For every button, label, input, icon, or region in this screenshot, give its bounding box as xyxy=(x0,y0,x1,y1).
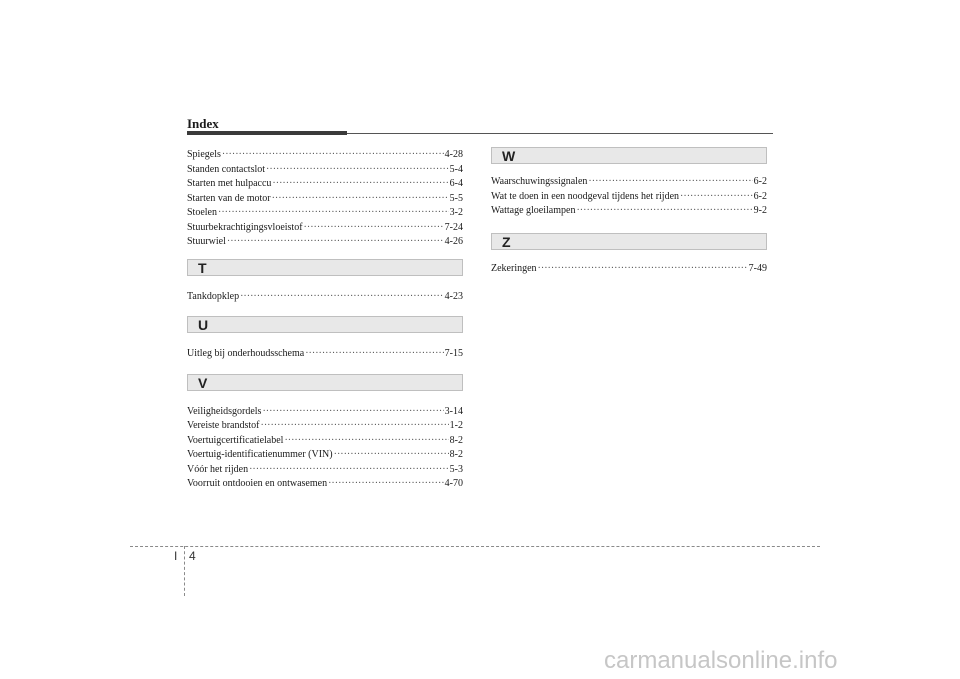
footer-section-label: I xyxy=(174,549,178,563)
entry-term: Vereiste brandstof xyxy=(187,420,260,431)
entry-page: 1-2 xyxy=(449,420,463,431)
entry-term: Voorruit ontdooien en ontwasemen xyxy=(187,478,328,489)
entry-term: Veiligheidsgordels xyxy=(187,405,262,417)
index-entry xyxy=(187,347,463,362)
index-entry xyxy=(491,204,767,219)
section-header-u xyxy=(187,316,463,333)
entry-term: Zekeringen xyxy=(491,262,537,274)
entry-page: 8-2 xyxy=(449,449,463,460)
index-entry xyxy=(491,175,767,190)
index-entry xyxy=(187,448,463,463)
footer-rule xyxy=(130,546,820,547)
entry-page: 7-15 xyxy=(444,348,463,359)
index-entry xyxy=(187,434,463,449)
entry-term: Waarschuwingssignalen xyxy=(491,176,588,187)
section-letter: T xyxy=(198,259,207,276)
entry-page: 4-28 xyxy=(444,149,463,160)
entry-term: Starten met hulpaccu xyxy=(187,178,272,189)
section-header-v xyxy=(187,374,463,391)
entry-page: 4-23 xyxy=(444,290,463,302)
footer-page-number: 4 xyxy=(189,549,196,563)
entry-term: Standen contactslot xyxy=(187,163,266,175)
index-entry xyxy=(187,148,463,163)
entry-page: 9-2 xyxy=(753,205,767,216)
index-group-z xyxy=(491,262,767,277)
entry-term: Vóór het rijden xyxy=(187,463,249,475)
section-header-w xyxy=(491,147,767,164)
header-rule-thin xyxy=(347,133,773,134)
index-entry xyxy=(187,477,463,492)
entry-page: 6-4 xyxy=(449,178,463,189)
entry-term: Voertuigcertificatielabel xyxy=(187,434,284,446)
entry-term: Uitleg bij onderhoudsschema xyxy=(187,348,305,359)
entry-page: 6-2 xyxy=(753,176,767,187)
entry-term: Wattage gloeilampen xyxy=(491,205,576,216)
index-entry xyxy=(187,192,463,207)
entry-page: 8-2 xyxy=(449,434,463,446)
entry-page: 5-3 xyxy=(449,463,463,475)
entry-page: 6-2 xyxy=(753,190,767,202)
watermark: carmanualsonline.info xyxy=(604,647,838,674)
index-title: Index xyxy=(187,116,219,131)
index-entry xyxy=(187,290,463,305)
index-column-left xyxy=(187,148,463,492)
index-entry xyxy=(187,206,463,221)
section-letter: W xyxy=(502,148,516,164)
index-entry xyxy=(491,262,767,277)
index-entry xyxy=(187,221,463,236)
entry-term: Tankdopklep xyxy=(187,290,240,302)
index-entry xyxy=(187,419,463,434)
footer-divider xyxy=(184,546,185,596)
index-entry xyxy=(187,177,463,192)
index-group-w xyxy=(491,175,767,219)
index-group-v xyxy=(187,405,463,492)
entry-term: Wat te doen in een noodgeval tijdens het rijden xyxy=(491,190,680,202)
index-column-right xyxy=(491,148,767,276)
header-rule-thick xyxy=(187,131,347,135)
entry-page: 5-4 xyxy=(449,163,463,175)
entry-term: Stoelen xyxy=(187,207,217,218)
index-group-s xyxy=(187,148,463,250)
entry-page: 3-2 xyxy=(449,207,463,218)
section-letter: V xyxy=(198,374,208,391)
entry-term: Spiegels xyxy=(187,149,221,160)
entry-page: 4-26 xyxy=(444,236,463,247)
index-entry xyxy=(187,235,463,250)
section-letter: Z xyxy=(502,233,511,250)
entry-term: Stuurwiel xyxy=(187,236,226,247)
entry-term: Stuurbekrachtigingsvloeistof xyxy=(187,221,303,233)
section-header-t xyxy=(187,259,463,276)
index-group-u xyxy=(187,347,463,362)
entry-page: 3-14 xyxy=(444,405,463,417)
index-entry xyxy=(187,163,463,178)
index-entry xyxy=(187,405,463,420)
index-entry xyxy=(491,190,767,205)
section-letter: U xyxy=(198,317,209,333)
entry-page: 4-70 xyxy=(444,478,463,489)
entry-page: 7-24 xyxy=(444,221,463,233)
index-entry xyxy=(187,463,463,478)
entry-term: Starten van de motor xyxy=(187,192,271,204)
entry-page: 7-49 xyxy=(748,262,767,274)
entry-term: Voertuig-identificatienummer (VIN) xyxy=(187,449,333,460)
index-group-t xyxy=(187,290,463,305)
entry-page: 5-5 xyxy=(449,192,463,204)
section-header-z xyxy=(491,233,767,250)
